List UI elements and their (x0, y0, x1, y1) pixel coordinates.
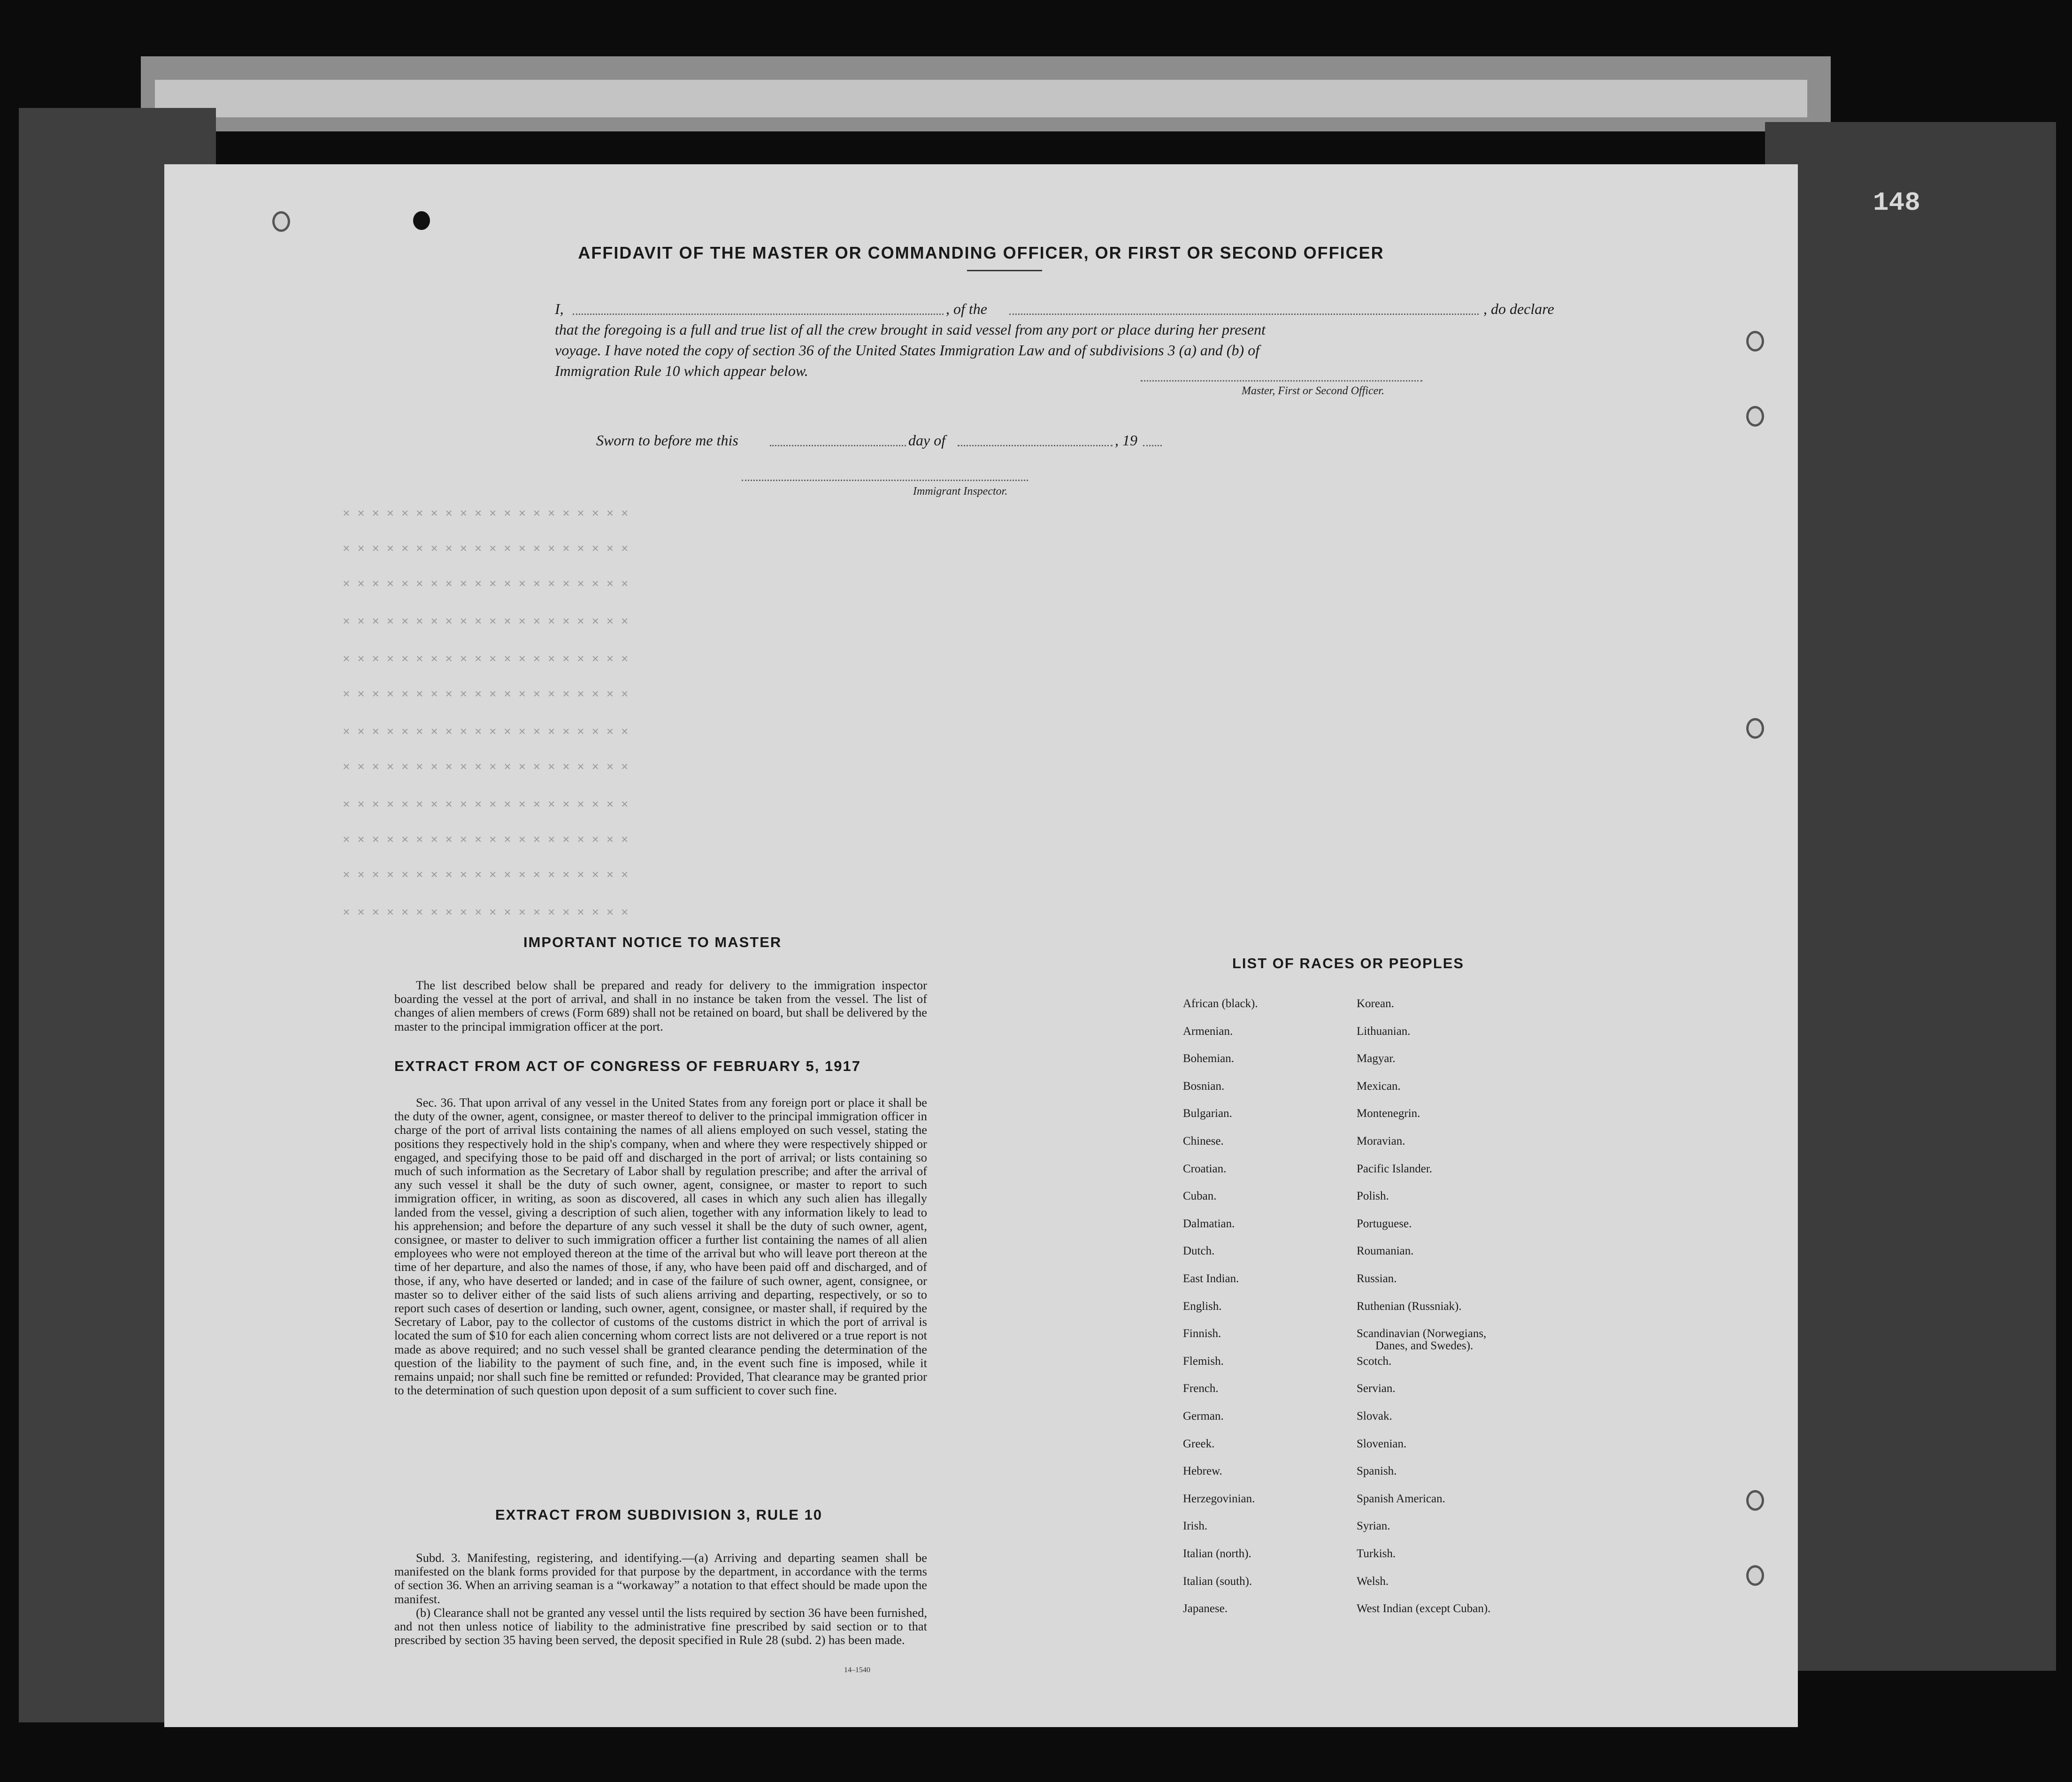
punch-hole (1746, 331, 1764, 352)
name-blank (573, 314, 944, 315)
master-signature-blank (1141, 380, 1422, 382)
race-item: Syrian. (1357, 1520, 1390, 1533)
month-blank (958, 445, 1113, 446)
bleed-through-text: × × × × × × × × × × × × × × × × × × × × (343, 542, 629, 556)
bleed-through-text: × × × × × × × × × × × × × × × × × × × × (343, 507, 629, 521)
background-ledger-right (1765, 122, 2056, 1671)
race-item: Korean. (1357, 997, 1394, 1010)
race-item: Finnish. (1183, 1327, 1221, 1340)
race-item: East Indian. (1183, 1272, 1239, 1285)
race-item: Servian. (1357, 1382, 1396, 1395)
affidavit-title: AFFIDAVIT OF THE MASTER OR COMMANDING OFFICER, OR FIRST OR SECOND OFFICER (578, 243, 1384, 262)
day-blank (770, 445, 906, 446)
race-item: Ruthenian (Russniak). (1357, 1300, 1462, 1313)
bleed-through-text: × × × × × × × × × × × × × × × × × × × × (343, 906, 629, 920)
races-column-1 (1183, 997, 1324, 1654)
race-item: Irish. (1183, 1520, 1208, 1533)
race-item: Magyar. (1357, 1052, 1396, 1065)
race-item: African (black). (1183, 997, 1258, 1010)
notice-text (394, 979, 927, 1033)
extract-rule-text (394, 1551, 927, 1647)
race-item: Cuban. (1183, 1190, 1217, 1203)
punch-hole (413, 211, 430, 230)
punch-hole (1746, 1490, 1764, 1511)
extract-act-title: EXTRACT FROM ACT OF CONGRESS OF FEBRUARY 5, 1917 (394, 1058, 861, 1074)
race-item: Bosnian. (1183, 1079, 1225, 1093)
race-item: Pacific Islander. (1357, 1162, 1433, 1175)
race-item: Japanese. (1183, 1602, 1228, 1615)
punch-hole (272, 211, 290, 232)
affidavit-page (164, 164, 1798, 1727)
race-item: Dalmatian. (1183, 1217, 1235, 1230)
form-number: 14–1540 (844, 1666, 870, 1674)
bleed-through-text: × × × × × × × × × × × × × × × × × × × × (343, 868, 629, 882)
race-item: Bulgarian. (1183, 1107, 1232, 1120)
race-item: Chinese. (1183, 1135, 1224, 1147)
punch-hole (1746, 718, 1764, 739)
race-item: Polish. (1357, 1190, 1389, 1203)
race-item: German. (1183, 1410, 1224, 1423)
rule-paragraph-a: Subd. 3. Manifesting, registering, and identifying.—(a) Arriving and departing seamen shall be manifested on the blank forms provided for that purpose by the department, in accordance with the terms of section 36. When an arriving seaman is a “workaway” a notation to that effect should be made upon the manifest. (394, 1551, 927, 1606)
inspector-signature-blank (742, 480, 1028, 481)
race-item: Flemish. (1183, 1354, 1224, 1368)
rule-paragraph-b: (b) Clearance shall not be granted any vessel until the lists required by section 36 have been furnished, and not then unless notice of liability to the administrative fine prescribed by said section or to that prescribed by section 35 having been served, the deposit specified in Rule 28 (subd. 2) has been made. (394, 1605, 927, 1647)
race-item: Greek. (1183, 1437, 1215, 1450)
race-item: Herzegovinian. (1183, 1492, 1255, 1505)
affidavit-line-mid: , of the (946, 300, 987, 317)
races-title: LIST OF RACES OR PEOPLES (1232, 955, 1465, 971)
race-item: Slovak. (1357, 1410, 1392, 1423)
race-item: Montenegrin. (1357, 1107, 1420, 1120)
race-item: Slovenian. (1357, 1437, 1407, 1450)
race-item: Croatian. (1183, 1162, 1227, 1175)
page-number: 148 (1873, 188, 1920, 218)
race-item: Dutch. (1183, 1245, 1215, 1258)
race-item: Lithuanian. (1357, 1025, 1411, 1038)
sworn-line-start: Sworn to before me this (596, 432, 738, 449)
title-underline (967, 270, 1042, 271)
notice-title: IMPORTANT NOTICE TO MASTER (523, 934, 782, 950)
notice-paragraph: The list described below shall be prepared and ready for delivery to the immigration inspector boarding the vessel at the port of arrival, and shall in no instance be taken from the vessel. The list of changes of alien members of crews (Form 689) shall not be retained on board, but shall be delivered by the master to the principal immigration officer at the port. (394, 978, 927, 1033)
bleed-through-text: × × × × × × × × × × × × × × × × × × × × (343, 688, 629, 702)
bleed-through-text: × × × × × × × × × × × × × × × × × × × × (343, 652, 629, 666)
race-item: Spanish. (1357, 1465, 1397, 1478)
sworn-line-mid: day of (908, 432, 946, 449)
extract-rule-title: EXTRACT FROM SUBDIVISION 3, RULE 10 (495, 1507, 822, 1523)
punch-hole (1746, 1565, 1764, 1586)
punch-hole (1746, 406, 1764, 427)
affidavit-line-2: that the foregoing is a full and true list of all the crew brought in said vessel from any port or place during her present (555, 321, 1266, 338)
year-blank (1143, 445, 1162, 446)
bleed-through-text: × × × × × × × × × × × × × × × × × × × × (343, 615, 629, 629)
race-item: Scotch. (1357, 1354, 1392, 1368)
race-item: Turkish. (1357, 1547, 1396, 1560)
affidavit-line-start: I, (555, 300, 564, 317)
race-item: English. (1183, 1300, 1222, 1313)
race-item: Italian (north). (1183, 1547, 1251, 1560)
race-item: Spanish American. (1357, 1492, 1445, 1505)
inspector-signature-label: Immigrant Inspector. (913, 485, 1008, 497)
bleed-through-text: × × × × × × × × × × × × × × × × × × × × (343, 833, 629, 847)
background-paper-stack-edge (155, 80, 1807, 117)
race-item: Portuguese. (1357, 1217, 1412, 1230)
bleed-through-text: × × × × × × × × × × × × × × × × × × × × (343, 725, 629, 739)
race-item: Armenian. (1183, 1025, 1233, 1038)
affidavit-line-end: , do declare (1483, 300, 1554, 317)
race-item: Roumanian. (1357, 1245, 1414, 1258)
race-item: West Indian (except Cuban). (1357, 1602, 1491, 1615)
extract-act-text (394, 1096, 927, 1397)
race-item: Hebrew. (1183, 1465, 1222, 1478)
extract-act-paragraph: Sec. 36. That upon arrival of any vessel in the United States from any foreign port or place it shall be the duty of the owner, agent, consignee, or master thereof to deliver to the principal immigration officer in charge of the port of arrival lists containing the names of all aliens employed on such vessel, stating the positions they respectively hold in the ship's company, when and where they were respectively shipped or engaged, and specifying those to be paid off and discharged in the port of arrival; or lists containing so much of such information as the Secretary of Labor shall by regulation prescribe; and after the arrival of any such vessel it shall be the duty of such owner, agent, consignee, or master to report to such immigration officer, in writing, as soon as discovered, all cases in which any such alien has illegally landed from the vessel, giving a description of such alien, together with any information likely to lead to his apprehension; and before the departure of any such vessel it shall be the duty of such owner, agent, consignee, or master to deliver to such immigration officer a further list containing the names of all alien employees who were not employed thereon at the time of the arrival but who will leave port thereon at the time of her departure, and also the names of those, if any, who have been paid off and discharged, and of those, if any, who have deserted or landed; and in case of the failure of such owner, agent, consignee, or master so to deliver either of the said lists of such aliens arriving and departing, respectively, or so to report such cases of desertion or landing, such owner, agent, consignee, or master shall, if required by the Secretary of Labor, pay to the collector of customs of the customs district in which the port of arrival is located the sum of $10 for each alien concerning whom correct lists are not delivered or a true report is not made as above required; and no such vessel shall be granted clearance pending the determination of the question of the liability to the payment of such fine, and, in the event such fine is imposed, while it remains unpaid; nor shall such fine be remitted or refunded: Provided, That clearance may be granted prior to the determination of such question upon deposit of a sum sufficient to cover such fine. (394, 1095, 927, 1398)
bleed-through-text: × × × × × × × × × × × × × × × × × × × × (343, 577, 629, 591)
bleed-through-text: × × × × × × × × × × × × × × × × × × × × (343, 760, 629, 774)
sworn-line-end: , 19 (1115, 432, 1137, 449)
race-item: Moravian. (1357, 1135, 1405, 1147)
races-column-2 (1357, 997, 1582, 1654)
race-item: Welsh. (1357, 1575, 1389, 1588)
master-signature-label: Master, First or Second Officer. (1242, 385, 1384, 397)
race-item: Russian. (1357, 1272, 1397, 1285)
affidavit-line-4: Immigration Rule 10 which appear below. (555, 362, 808, 379)
race-item: Scandinavian (Norwegians, (1357, 1327, 1487, 1340)
race-item: Danes, and Swedes). (1375, 1339, 1473, 1353)
vessel-blank (1009, 314, 1479, 315)
race-item: French. (1183, 1382, 1219, 1395)
bleed-through-text: × × × × × × × × × × × × × × × × × × × × (343, 798, 629, 812)
race-item: Italian (south). (1183, 1575, 1252, 1588)
race-item: Bohemian. (1183, 1052, 1235, 1065)
affidavit-line-3: voyage. I have noted the copy of section 36 of the United States Immigration Law and of subdivisions 3 (a) and (b) of (555, 342, 1260, 359)
race-item: Mexican. (1357, 1079, 1401, 1093)
